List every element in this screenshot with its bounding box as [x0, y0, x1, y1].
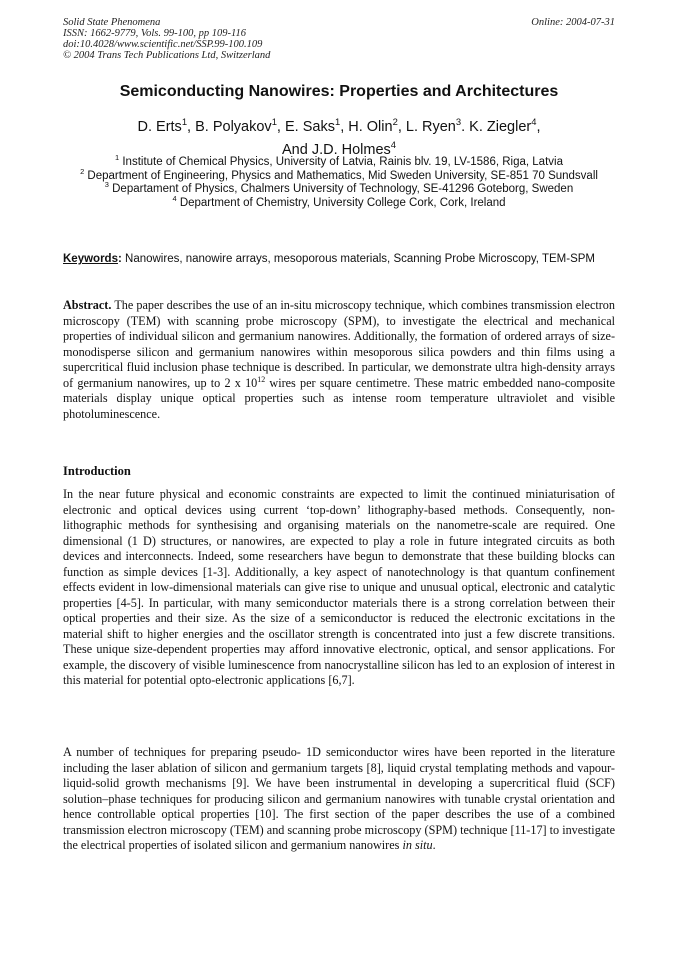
author: L. Ryen$^3$. — [405, 116, 470, 135]
intro-paragraph-2: A number of techniques for preparing pseudo- 1D semiconductor wires have been reported in the literature including the laser ablation of silicon and germanium targets [8], liquid crystal templating methods and vapour-liquid-solid growth mechanisms [9]. We have been instrumental in developing a supercritical fluid (SCF) solution–phase techniques for producing silicon and germanium nanowires with tunable crystal orientation and hence controllable optical properties [10]. The first section of the paper describes the use of a combined transmission electron microscopy (TEM) and scanning probe microscopy (SPM) technique [11-17] to investigate the electrical properties of isolated silicon and germanium nanowires in situ. — [63, 745, 615, 852]
abstract-label: Abstract. — [63, 298, 112, 312]
intro-paragraph-1: In the near future physical and economic constraints are expected to limit the continued miniaturisation of electronic and optical devices using current ‘top-down’ lithography-based methods. Consequently, non-lithographic methods for synthesising and organising materials on the nanometre-scale are required. One dimensional (1 D) structures, or nanowires, are expected to play a role in future integrated circuits as both devices and interconnects. Indeed, some researchers have begun to demonstrate that these building blocks can function as simple devices [1-3]. Additionally, a key aspect of nanotechnology is that quantum confinement effects evident in low-dimensional materials can give rise to unique and unusual optical, electronic and catalytic properties [4-5]. In particular, with many semiconductor materials there is a strong correlation between their optical properties and their size. As the size of a semiconductor is reduced the electronic excitations in the material shift to higher energies and the oscillator strength is concentrated into just a few discrete transitions. These unique size-dependent properties may afford innovative electronic, optical, and sensor applications. For example, the discovery of visible luminescence from nanocrystalline silicon has led to an explosion of interest in this material for potential opto-electronic applications [6,7]. — [63, 487, 615, 687]
author: D. Erts$^1$, — [137, 116, 196, 135]
journal-header — [63, 17, 615, 61]
keywords: Keywords: Nanowires, nanowire arrays, mesoporous materials, Scanning Probe Microscopy, TEM-SPM — [63, 253, 595, 265]
affiliation: $^1$ Institute of Chemical Physics, University of Latvia, Rainis blv. 19, LV-1586, Riga, Latvia — [115, 153, 563, 168]
keywords-text: Nanowires, nanowire arrays, mesoporous materials, Scanning Probe Microscopy, TEM-SPM — [121, 253, 595, 265]
affiliation: $^2$ Department of Engineering, Physics and Mathematics, Mid Sweden University, SE-851 70 Sundsvall — [80, 166, 598, 182]
online-date: Online: 2004-07-31 — [531, 17, 615, 28]
paper-title: Semiconducting Nanowires: Properties and Architectures — [119, 83, 559, 100]
author: K. Ziegler$^4$, — [469, 116, 541, 135]
journal-name: Solid State Phenomena — [63, 17, 161, 28]
doi-line: doi:10.4028/www.scientific.net/SSP.99-100.109 — [63, 39, 263, 50]
author: And J.D. Holmes$^4$ — [281, 139, 397, 158]
affiliation-list — [63, 153, 615, 210]
affiliation: $^4$ Department of Chemistry, University College Cork, Cork, Ireland — [172, 193, 506, 209]
author: E. Saks$^1$, — [284, 116, 349, 135]
affiliation: $^3$ Departament of Physics, Chalmers University of Technology, SE-41296 Goteborg, Sweden — [104, 180, 574, 195]
author: H. Olin$^2$, — [348, 116, 406, 135]
issn-line: ISSN: 1662-9779, Vols. 99-100, pp 109-116 — [63, 28, 246, 39]
keywords-label: Keywords — [63, 253, 118, 265]
abstract: Abstract. The paper describes the use of an in-situ microscopy technique, which combines transmission electron microscopy (TEM) with scanning probe microscopy (SPM), to investigate the electrical and mechanical properties of individual silicon and germanium nanowires. Additionally, the formation of ordered arrays of size-monodisperse silicon and germanium nanowires within mesoporous silica powders and thin films using a supercritical fluid inclusion phase technique is described. In particular, we demonstrate ultra high-density arrays of germanium nanowires, up to 2 x $10^{12}$ wires per square centimetre. These matric embedded nano-composite materials display unique optical properties such as intense room temperature ultraviolet and visible photoluminescence. — [63, 298, 615, 421]
copyright-line: © 2004 Trans Tech Publications Ltd, Switzerland — [63, 50, 271, 61]
section-heading-introduction: Introduction — [63, 464, 131, 478]
author: B. Polyakov$^1$, — [195, 116, 285, 135]
